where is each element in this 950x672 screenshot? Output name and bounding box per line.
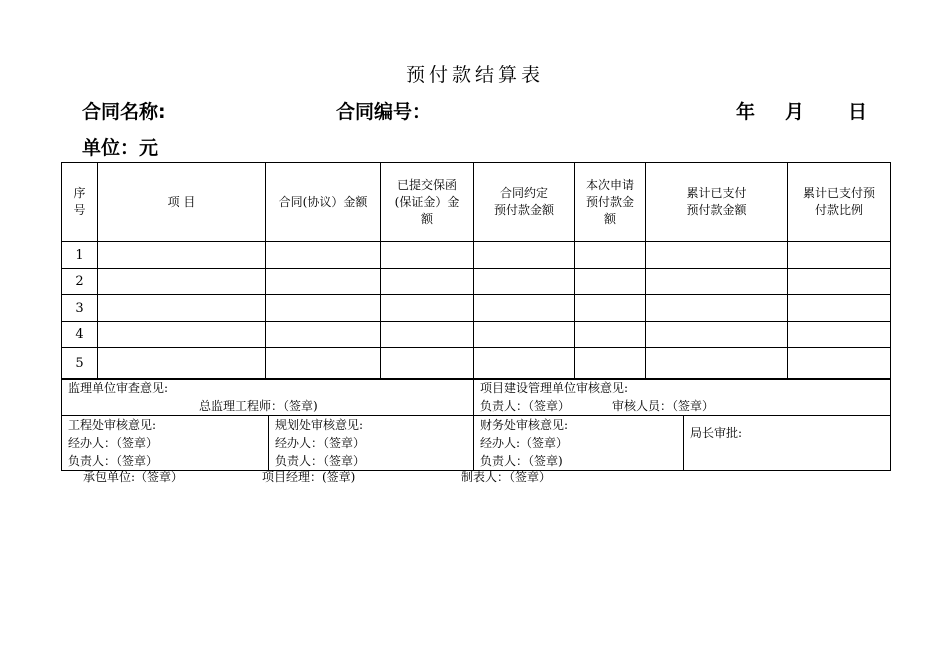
header-row [62, 163, 891, 242]
supervision-opinion-label: 监理单位审查意见: [68, 381, 169, 395]
cell-contract-amount[interactable] [266, 295, 381, 322]
month-label: 月 [785, 101, 805, 123]
column-header-line: 付款比例 [814, 203, 863, 217]
form-title: 预付款结算表 [405, 64, 544, 86]
planning-handler-signature: 经办人：（签章） [275, 436, 366, 450]
cm-reviewer-signature: 审核人员：（签章） [612, 399, 715, 413]
planning-responsible-signature: 负责人：（签章） [275, 454, 366, 468]
cell-cumulative-ratio[interactable] [788, 242, 891, 269]
cell-guarantee[interactable] [381, 322, 474, 348]
engineering-responsible-signature: 负责人：（签章） [68, 454, 159, 468]
engineering-opinion-cell[interactable] [62, 416, 269, 471]
col-header-item [98, 163, 266, 242]
table-row [62, 348, 891, 380]
engineering-opinion-label: 工程处审核意见: [68, 418, 157, 432]
column-header-line: 预付款金额 [686, 203, 747, 217]
day-label: 日 [848, 101, 868, 123]
column-header-line: 序 [73, 186, 86, 200]
planning-opinion-label: 规划处审核意见: [275, 418, 364, 432]
column-header-line: 本次申请 [585, 177, 634, 192]
cell-guarantee[interactable] [381, 348, 474, 380]
approval-row-2 [62, 416, 891, 471]
col-header-guarantee [381, 163, 474, 242]
row-number: 1 [62, 242, 98, 269]
settlement-table [61, 162, 891, 380]
cell-item[interactable] [98, 295, 266, 322]
finance-opinion-cell[interactable] [474, 416, 684, 471]
cell-item[interactable] [98, 348, 266, 380]
cell-cumulative-ratio[interactable] [788, 348, 891, 380]
column-header-line: 预付款金 [585, 194, 634, 209]
column-header-line: (保证金）金 [394, 194, 460, 209]
cell-guarantee[interactable] [381, 295, 474, 322]
col-header-seq [62, 163, 98, 242]
row-number: 3 [62, 295, 98, 322]
column-header-line: 号 [73, 203, 86, 217]
planning-opinion-cell[interactable] [269, 416, 474, 471]
column-header-line: 项 目 [167, 194, 196, 209]
contract-number-label: 合同编号： [336, 101, 432, 123]
row-number: 2 [62, 269, 98, 295]
col-header-current-request [575, 163, 646, 242]
project-manager-signature: 项目经理：(签章) [262, 470, 356, 484]
cell-contract-amount[interactable] [266, 322, 381, 348]
row-number: 5 [62, 348, 98, 380]
col-header-agreed-advance [474, 163, 575, 242]
cell-contract-amount[interactable] [266, 348, 381, 380]
cell-guarantee[interactable] [381, 242, 474, 269]
cell-current-request[interactable] [575, 269, 646, 295]
finance-handler-signature: 经办人:（签章） [480, 436, 569, 450]
cell-item[interactable] [98, 242, 266, 269]
cell-agreed-advance[interactable] [474, 242, 575, 269]
construction-mgmt-opinion-label: 项目建设管理单位审核意见: [480, 381, 629, 395]
cell-contract-amount[interactable] [266, 242, 381, 269]
table-row [62, 269, 891, 295]
engineering-handler-signature: 经办人：（签章） [68, 436, 159, 450]
column-header-line: 合同(协议）金额 [278, 194, 368, 209]
table-row [62, 295, 891, 322]
director-approval-label: 局长审批: [690, 426, 743, 440]
approval-row-1 [62, 379, 891, 416]
cell-current-request[interactable] [575, 348, 646, 380]
column-header-line: 预付款金额 [493, 203, 554, 217]
supervision-opinion-cell[interactable] [62, 379, 474, 416]
column-header-line: 额 [603, 211, 616, 226]
cell-agreed-advance[interactable] [474, 269, 575, 295]
col-header-cumulative-paid [646, 163, 788, 242]
finance-responsible-signature: 负责人：（签章) [480, 454, 563, 468]
col-header-cumulative-ratio [788, 163, 891, 242]
cell-item[interactable] [98, 269, 266, 295]
cm-responsible-signature: 负责人：（签章） [480, 399, 571, 413]
contractor-signature: 承包单位:（签章） [83, 470, 184, 484]
cell-cumulative-paid[interactable] [646, 242, 788, 269]
cell-agreed-advance[interactable] [474, 322, 575, 348]
chief-supervisor-signature: 总监理工程师：（签章) [199, 399, 318, 413]
finance-opinion-label: 财务处审核意见: [480, 418, 569, 432]
preparer-signature: 制表人：（签章） [461, 470, 552, 484]
cell-current-request[interactable] [575, 322, 646, 348]
construction-mgmt-opinion-cell[interactable] [474, 379, 891, 416]
cell-agreed-advance[interactable] [474, 295, 575, 322]
column-header-line: 额 [420, 211, 433, 226]
column-header-line: 已提交保函 [396, 177, 457, 192]
column-header-line: 累计已支付 [686, 186, 747, 200]
cell-cumulative-ratio[interactable] [788, 295, 891, 322]
contract-name-label: 合同名称: [82, 101, 166, 123]
cell-guarantee[interactable] [381, 269, 474, 295]
table-row [62, 322, 891, 348]
director-approval-cell[interactable] [684, 416, 891, 471]
table-row [62, 242, 891, 269]
cell-contract-amount[interactable] [266, 269, 381, 295]
cell-agreed-advance[interactable] [474, 348, 575, 380]
cell-cumulative-ratio[interactable] [788, 269, 891, 295]
cell-cumulative-ratio[interactable] [788, 322, 891, 348]
cell-current-request[interactable] [575, 295, 646, 322]
cell-item[interactable] [98, 322, 266, 348]
column-header-line: 累计已支付预 [802, 186, 875, 200]
cell-cumulative-paid[interactable] [646, 348, 788, 380]
cell-current-request[interactable] [575, 242, 646, 269]
unit-label: 单位：元 [82, 137, 159, 159]
year-label: 年 [736, 101, 756, 123]
column-header-line: 合同约定 [499, 186, 548, 200]
cell-cumulative-paid[interactable] [646, 269, 788, 295]
approval-table [61, 378, 891, 471]
cell-cumulative-paid[interactable] [646, 322, 788, 348]
cell-cumulative-paid[interactable] [646, 295, 788, 322]
col-header-contract-amount [266, 163, 381, 242]
row-number: 4 [62, 322, 98, 348]
